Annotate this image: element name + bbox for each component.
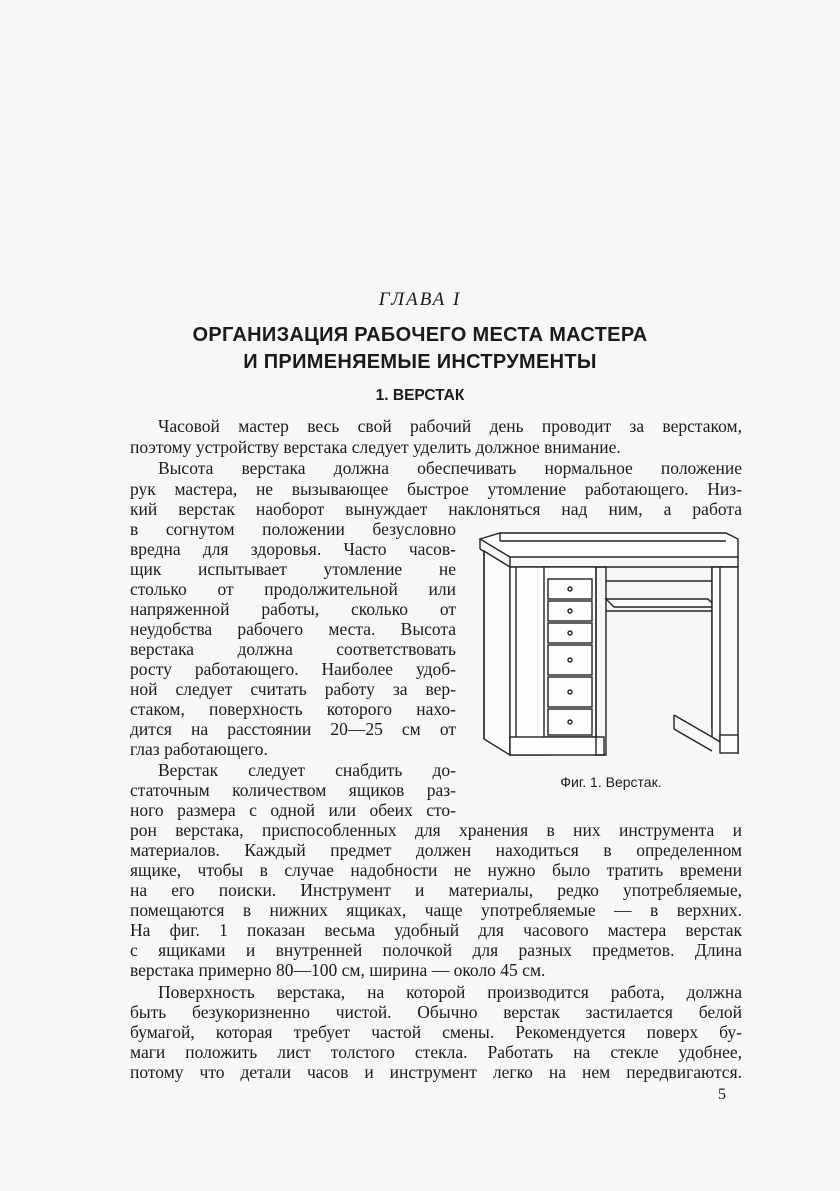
text-line: росту работающего. Наиболее удоб-: [130, 659, 456, 679]
text-line: материалов. Каждый предмет должен находиться в определенном: [130, 840, 742, 860]
text-line: помещаются в нижних ящиках, чаще употребляемые — в верхних.: [130, 900, 742, 920]
text-line: столько от продолжительной или: [130, 579, 456, 599]
text-line: потому что детали часов и инструмент легко на нем передвигаются.: [130, 1062, 742, 1082]
workbench-illustration: [476, 529, 746, 767]
text-line: Верстак следует снабдить до-: [158, 760, 456, 780]
text-line: верстака должна соответствовать: [130, 639, 456, 659]
text-line: маги положить лист толстого стекла. Работать на стекле удобнее,: [130, 1042, 742, 1062]
text-line: На фиг. 1 показан весьма удобный для часового мастера верстак: [130, 920, 742, 940]
chapter-title-line-1: ОРГАНИЗАЦИЯ РАБОЧЕГО МЕСТА МАСТЕРА: [192, 324, 648, 346]
figure-caption: Фиг. 1. Верстак.: [560, 774, 662, 790]
text-line: поэтому устройству верстака следует уделить должное внимание.: [130, 437, 621, 457]
text-line: ной следует считать работу за вер-: [130, 679, 456, 699]
text-line: глаз работающего.: [130, 739, 268, 759]
text-line: рук мастера, не вызывающее быстрое утомление работающего. Низ-: [130, 479, 742, 499]
text-line: ящике, чтобы в случае надобности не нужно было тратить времени: [130, 860, 742, 880]
text-line: на его поиски. Инструмент и материалы, редко употребляемые,: [130, 880, 742, 900]
text-line: вредна для здоровья. Часто часов-: [130, 539, 456, 559]
chapter-heading: ГЛАВА I: [378, 289, 462, 310]
text-line: стаком, поверхность которого нахо-: [130, 699, 456, 719]
text-line: ного размера с одной или обеих сто-: [130, 800, 456, 820]
text-line: в согнутом положении безусловно: [130, 519, 456, 539]
text-line: напряженной работы, сколько от: [130, 599, 456, 619]
text-line: с ящиками и внутренней полочкой для разных предметов. Длина: [130, 940, 742, 960]
text-line: Поверхность верстака, на которой производится работа, должна: [158, 982, 742, 1002]
text-line: Высота верстака должна обеспечивать нормальное положение: [158, 458, 742, 478]
text-line: Часовой мастер весь свой рабочий день проводит за верстаком,: [158, 416, 742, 436]
text-line: статочным количеством ящиков раз-: [130, 780, 456, 800]
page-number: 5: [718, 1086, 726, 1103]
text-line: дится на расстоянии 20—25 см от: [130, 719, 456, 739]
text-line: кий верстак наоборот вынуждает наклоняться над ним, а работа: [130, 499, 742, 519]
text-line: бумагой, которая требует частой смены. Рекомендуется поверх бу-: [130, 1022, 742, 1042]
text-line: щик испытывает утомление не: [130, 559, 456, 579]
text-line: быть безукоризненно чистой. Обычно верстак застилается белой: [130, 1002, 742, 1022]
text-line: верстака примерно 80—100 см, ширина — около 45 см.: [130, 960, 546, 980]
text-line: неудобства рабочего места. Высота: [130, 619, 456, 639]
text-line: рон верстака, приспособленных для хранения в них инструмента и: [130, 820, 742, 840]
chapter-title-line-2: И ПРИМЕНЯЕМЫЕ ИНСТРУМЕНТЫ: [243, 351, 597, 373]
chapter-title: [0, 322, 840, 376]
section-title: 1. ВЕРСТАК: [375, 387, 465, 404]
